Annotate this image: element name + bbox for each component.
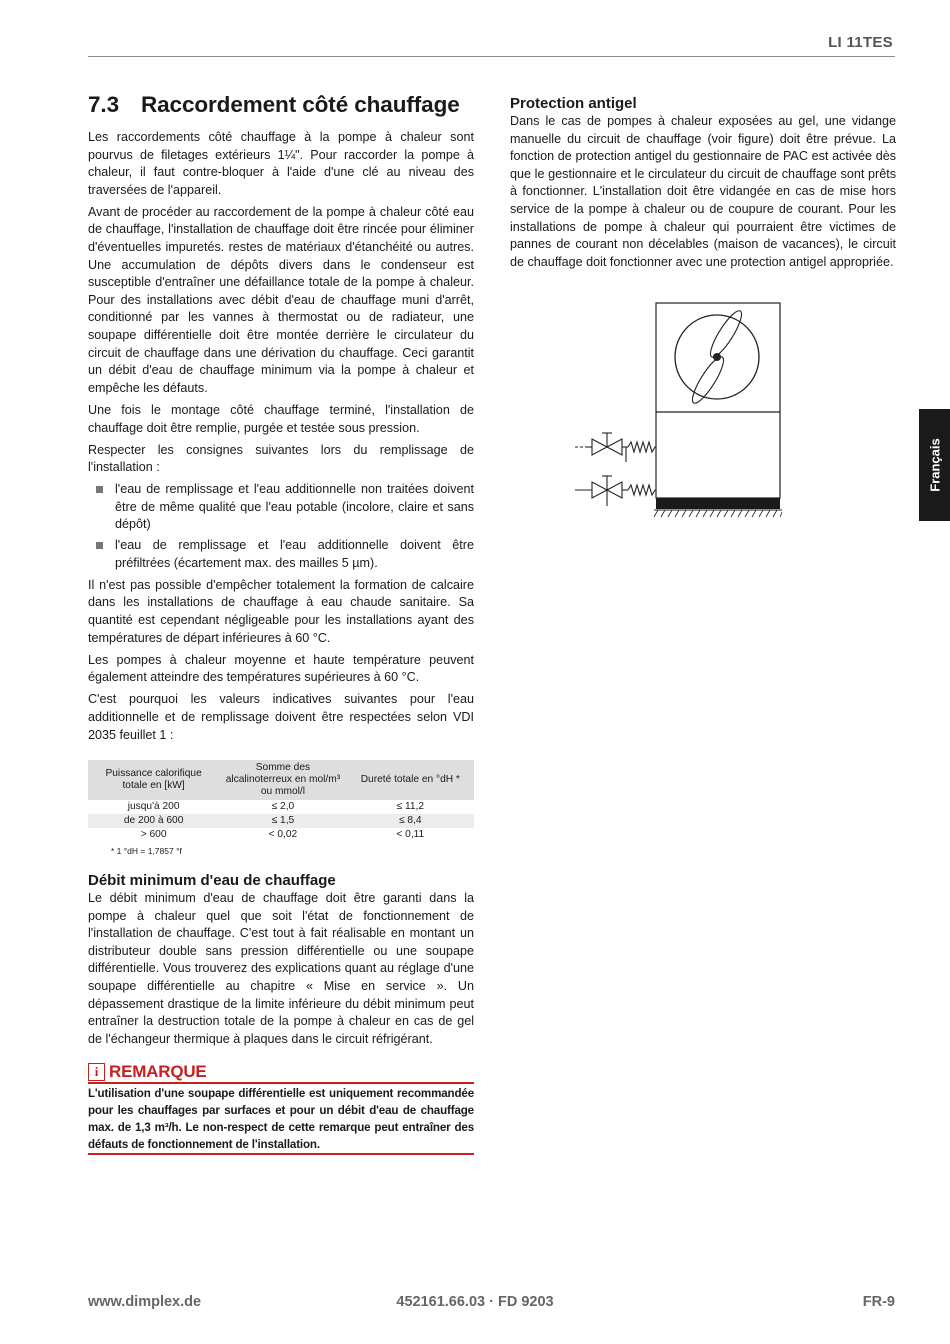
- section-heading: [88, 92, 474, 118]
- paragraph: Il n'est pas possible d'empêcher totalement la formation de calcaire dans les installations de chauffage à eau chaude sanitaire. Sa quantité est cependant négligeable pour les installations ayant des températures de départ inférieures à 60 °C.: [88, 577, 474, 645]
- table-header: Dureté totale en °dH *: [347, 760, 474, 800]
- table-row: [88, 800, 474, 814]
- table-header-row: [88, 760, 474, 800]
- table-header: Puissance calorifique totale en [kW]: [88, 760, 219, 800]
- table-cell: jusqu'à 200: [127, 801, 180, 813]
- antifreeze-heading: Protection antigel: [510, 95, 637, 112]
- language-tab: [919, 409, 950, 521]
- paragraph: Les pompes à chaleur moyenne et haute température peuvent également atteindre des températures supérieures à 60 °C.: [88, 652, 474, 685]
- footer-website: www.dimplex.de: [88, 1294, 202, 1310]
- list-item-text: l'eau de remplissage et l'eau additionnelle doivent être préfiltrées (écartement max. des mailles 5 µm).: [115, 538, 474, 570]
- paragraph: Les raccordements côté chauffage à la pompe à chaleur sont pourvus de filetages extérieurs 1¼". Pour raccorder la pompe à chaleur, il faut contre-bloquer à l'aide d'une clé au niveau des traversées de l'appareil.: [88, 130, 474, 197]
- lower-drain-valve-icon: [575, 476, 656, 506]
- remark-bottom-rule: [88, 1153, 474, 1155]
- footer-doc-number: 452161.66.03 · FD 9203: [396, 1294, 554, 1310]
- remark-label: REMARQUE: [109, 1062, 207, 1082]
- paragraph: Respecter les consignes suivantes lors du remplissage de l'installation :: [88, 442, 474, 475]
- paragraph: Dans le cas de pompes à chaleur exposées au gel, une vidange manuelle du circuit de chauffage (voir figure) doit être prévue. La fonction de protection antigel du gestionnaire de PAC est activée dès que le gestionnaire et le circulateur du circuit de chauffage sont prêts à fonctionner. L'installation doit être vidangée en cas de mise hors service de la pompe à chaleur ou de coupure de courant. Pour les installations de pompe à chaleur qui pourraient être victimes de pannes de courant non décelables (maison de vacances), le circuit de chauffage doit fonctionner avec une protection antigel appropriée.: [510, 114, 896, 269]
- list-item: [88, 481, 474, 534]
- section-title: Raccordement côté chauffage: [140, 92, 460, 117]
- bullet-list: [88, 481, 474, 572]
- document-id: LI 11TES: [828, 34, 893, 51]
- table-cell: > 600: [140, 829, 167, 841]
- table-cell: < 0,02: [268, 829, 298, 841]
- left-column: [88, 92, 474, 1155]
- table-cell: < 0,11: [396, 829, 425, 841]
- footer-page-number: FR-9: [862, 1294, 895, 1310]
- bullet-square-icon: [96, 542, 103, 549]
- upper-drain-valve-icon: [575, 433, 656, 462]
- min-flow-heading: Débit minimum d'eau de chauffage: [88, 872, 336, 890]
- right-column: [510, 95, 896, 276]
- ground-hatching: [654, 510, 782, 517]
- table-header: Somme des alcalinoterreux en mol/m³ ou mmol/l: [219, 760, 346, 800]
- paragraph: Une fois le montage côté chauffage terminé, l'installation de chauffage doit être remplie, purgée et testée sous pression.: [88, 402, 474, 435]
- table-cell: ≤ 8,4: [347, 814, 474, 828]
- paragraph: C'est pourquoi les valeurs indicatives suivantes pour l'eau additionnelle et de remplissage doivent être respectées selon VDI 2035 feuillet 1 :: [88, 692, 474, 742]
- fan-hub: [713, 353, 721, 361]
- base-frame: [656, 498, 780, 509]
- heat-pump-drain-diagram: [570, 300, 785, 525]
- table-cell: ≤ 11,2: [396, 801, 425, 813]
- info-icon: i: [88, 1063, 105, 1081]
- section-number: 7.3: [88, 92, 119, 117]
- table-cell: ≤ 1,5: [219, 814, 346, 828]
- remark-text: L'utilisation d'une soupape différentielle est uniquement recommandée pour les chauffages par surfaces et pour un débit d'eau de chauffage max. de 1,3 m³/h. Le non-respect de cette remarque peut entraîner des défauts de fonctionnement de l'installation.: [88, 1087, 474, 1152]
- remark-top-rule: [88, 1082, 474, 1084]
- table-row: [88, 814, 474, 828]
- table-cell: de 200 à 600: [88, 814, 219, 828]
- paragraph: Le débit minimum d'eau de chauffage doit être garanti dans la pompe à chaleur quel que soit l'état de fonctionnement de l'installation de chauffage. C'est tout à fait réalisable en montant un distributeur double sans pression différentielle ou une soupape différentielle. Vous trouverez des explications quant au réglage d'une soupape différentielle au chapitre « Mise en service ». Un dépassement drastique de la limite inférieure du débit minimum peut entraîner la destruction totale de la pompe à chaleur en cas de gel de l'échangeur thermique à plaques dans le circuit réfrigérant.: [88, 891, 474, 1046]
- heat-pump-housing: [656, 303, 780, 498]
- language-label: Français: [927, 438, 942, 492]
- paragraph: Avant de procéder au raccordement de la pompe à chaleur côté eau de chauffage, l'installation de chauffage doit être rincée pour éliminer d'éventuelles impuretés. restes de matériaux d'étanchéité ou autres. Une accumulation de dépôts divers dans le condenseur est susceptible d'entraîner une défaillance totale de la pompe à chaleur. Pour des installations avec débit d'eau de chauffage muni d'arrêt, conditionné par les vannes à thermostat ou de radiateur, une soupape différentielle doit être montée derrière le circulateur du circuit de chauffage dans une dérivation du chauffage. Ceci garantit un débit d'eau de chauffage minimum via la pompe à chaleur et empêche les défauts.: [88, 204, 474, 395]
- table-footnote: * 1 °dH = 1,7857 °f: [111, 846, 182, 857]
- bullet-square-icon: [96, 486, 103, 493]
- remark-header: [88, 1062, 474, 1082]
- list-item: [88, 537, 474, 572]
- list-item-text: l'eau de remplissage et l'eau additionnelle non traitées doivent être de même qualité que l'eau potable (incolore, claire et sans dépôt): [115, 482, 474, 532]
- table-row: [88, 828, 474, 842]
- water-quality-table: [88, 760, 474, 842]
- header-rule: [88, 56, 895, 57]
- table-cell: ≤ 2,0: [271, 801, 295, 813]
